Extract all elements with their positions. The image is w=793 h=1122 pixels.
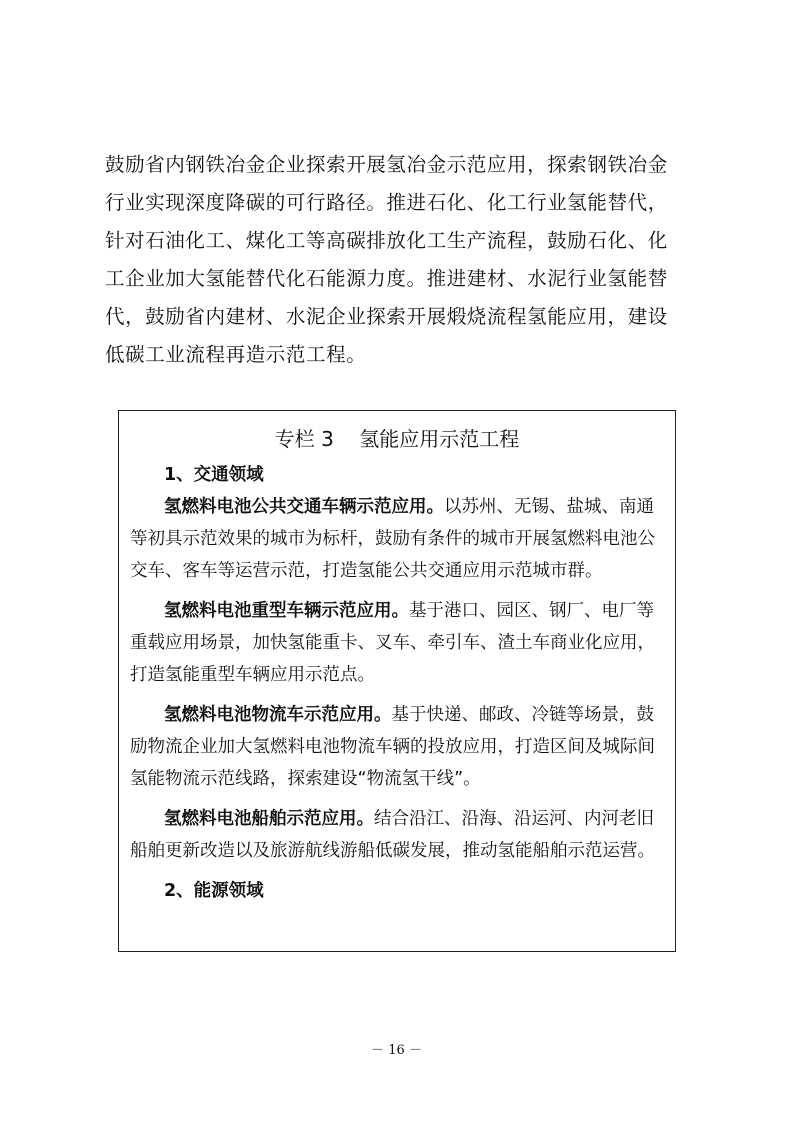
- item-heading: 氢燃料电池船舶示范应用。: [164, 809, 374, 829]
- section-heading-energy: 2、能源领域: [164, 881, 264, 901]
- item-text: 基于港口、园区、钢厂、电厂等: [409, 601, 654, 621]
- column-box-title: 专栏 3 氢能应用示范工程: [274, 427, 520, 451]
- column-box-body: [130, 459, 670, 907]
- intro-line: 工企业加大氢能替代化石能源力度。推进建材、水泥行业氢能替: [105, 267, 668, 290]
- item-line: [130, 595, 670, 627]
- item-line: 打造氢能重型车辆应用示范点。: [130, 665, 375, 685]
- intro-paragraph: [105, 146, 695, 374]
- page-number: － 16 －: [371, 1043, 422, 1058]
- item-line: 交车、客车等运营示范，打造氢能公共交通应用示范城市群。: [130, 561, 603, 581]
- intro-line: 低碳工业流程再造示范工程。: [105, 343, 367, 366]
- intro-line: 代，鼓励省内建材、水泥企业探索开展煅烧流程氢能应用，建设: [105, 305, 668, 328]
- item-text: 以苏州、无锡、盐城、南通: [444, 497, 654, 517]
- item-text: 结合沿江、沿海、沿运河、内河老旧: [374, 809, 654, 829]
- item-line: 等初具示范效果的城市为标杆，鼓励有条件的城市开展氢燃料电池公: [130, 529, 655, 549]
- item-heading: 氢燃料电池公共交通车辆示范应用。: [164, 497, 444, 517]
- item-line: [130, 803, 670, 835]
- item-line: 励物流企业加大氢燃料电池物流车辆的投放应用，打造区间及城际间: [130, 737, 655, 757]
- item-line: [130, 491, 670, 523]
- section-heading-transport: 1、交通领域: [164, 465, 264, 485]
- column-box: [118, 410, 676, 952]
- item-heading: 氢燃料电池重型车辆示范应用。: [164, 601, 409, 621]
- intro-line: 针对石油化工、煤化工等高碳排放化工生产流程，鼓励石化、化: [105, 229, 668, 252]
- item-line: 氢能物流示范线路，探索建设“物流氢干线”。: [130, 769, 481, 789]
- item-line: 重载应用场景，加快氢能重卡、叉车、牵引车、渣土车商业化应用，: [130, 633, 655, 653]
- item-text: 基于快递、邮政、冷链等场景，鼓: [391, 705, 654, 725]
- item-line: [130, 699, 670, 731]
- item-heading: 氢燃料电池物流车示范应用。: [164, 705, 392, 725]
- intro-line: 行业实现深度降碳的可行路径。推进石化、化工行业氢能替代，: [105, 191, 668, 214]
- intro-line: 鼓励省内钢铁冶金企业探索开展氢冶金示范应用，探索钢铁冶金: [105, 153, 668, 176]
- item-line: 船舶更新改造以及旅游航线游船低碳发展，推动氢能船舶示范运营。: [130, 841, 655, 861]
